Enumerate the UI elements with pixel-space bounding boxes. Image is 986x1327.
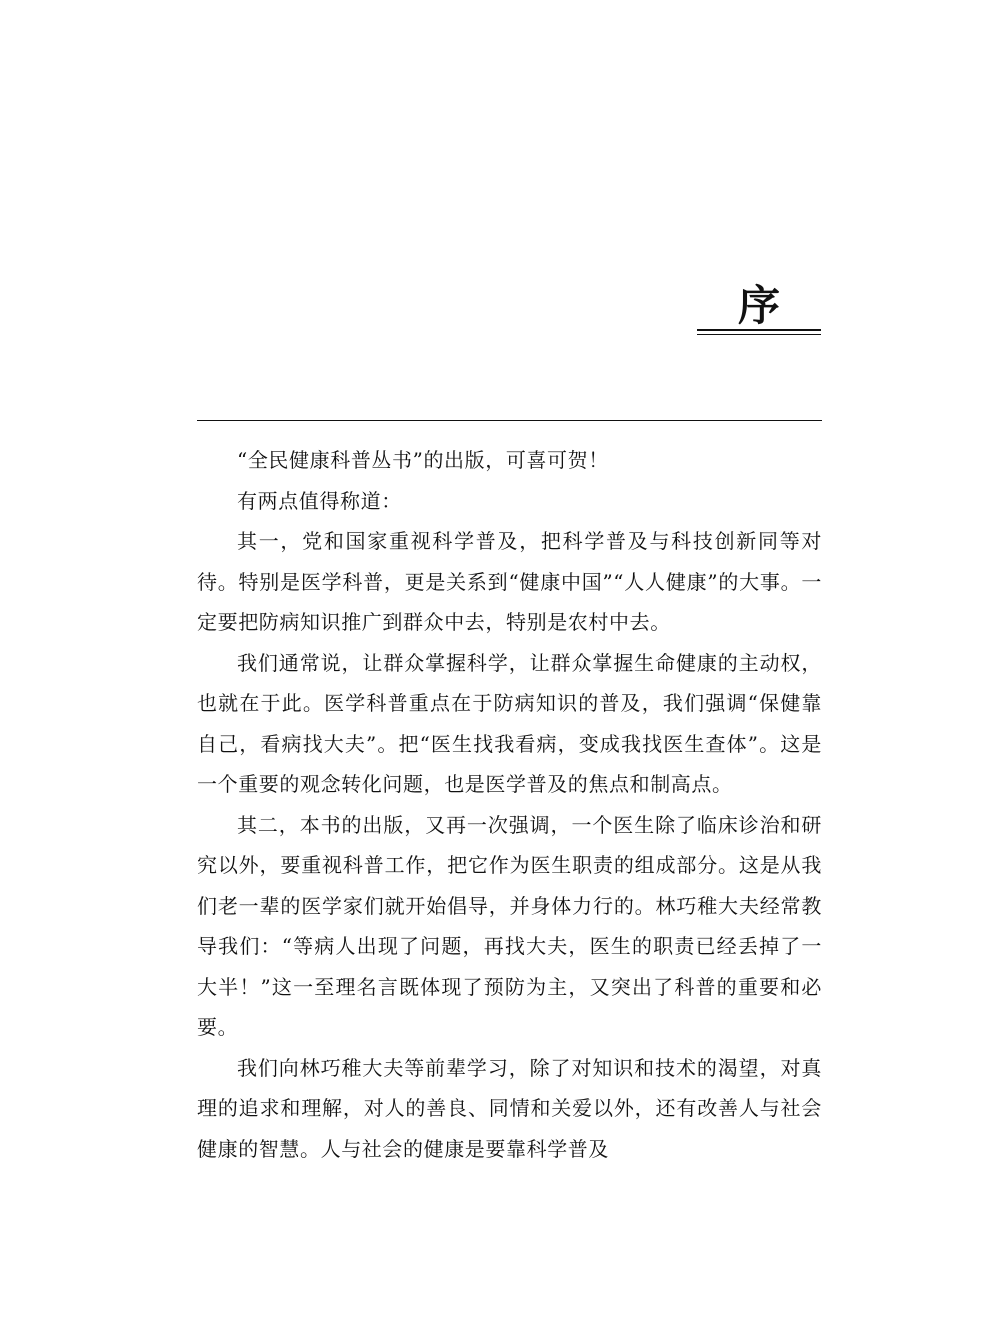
title-underline-thin: [697, 334, 821, 335]
section-divider: [197, 420, 822, 421]
paragraph: 其一，党和国家重视科学普及，把科学普及与科技创新同等对待。特别是医学科普，更是关系到“健康中国”“人人健康”的大事。一定要把防病知识推广到群众中去，特别是农村中去。: [197, 529, 822, 634]
paragraph: “全民健康科普丛书”的出版，可喜可贺！: [237, 448, 609, 472]
chapter-title: 序: [737, 281, 780, 330]
paragraph: 我们向林巧稚大夫等前辈学习，除了对知识和技术的渴望，对真理的追求和理解，对人的善良、同情和关爱以外，还有改善人与社会健康的智慧。人与社会的健康是要靠科学普及: [197, 1055, 822, 1161]
paragraph: 我们通常说，让群众掌握科学，让群众掌握生命健康的主动权，也就在于此。医学科普重点在于防病知识的普及，我们强调“保健靠自己，看病找大夫”。把“医生找我看病，变成我找医生查体”。这是一个重要的观念转化问题，也是医学普及的焦点和制高点。: [197, 650, 822, 796]
paragraph: 有两点值得称道：: [237, 488, 402, 513]
chapter-heading: [697, 282, 821, 338]
title-underline-thick: [697, 329, 821, 331]
paragraph: 其二，本书的出版，又再一次强调，一个医生除了临床诊治和研究以外，要重视科普工作，把它作为医生职责的组成部分。这是从我们老一辈的医学家们就开始倡导，并身体力行的。林巧稚大夫经常教导我们：“等病人出现了问题，再找大夫，医生的职责已经丢掉了一大半！”这一至理名言既体现了预防为主，又突出了科普的重要和必要。: [197, 812, 822, 1039]
body-text: [197, 440, 822, 1169]
